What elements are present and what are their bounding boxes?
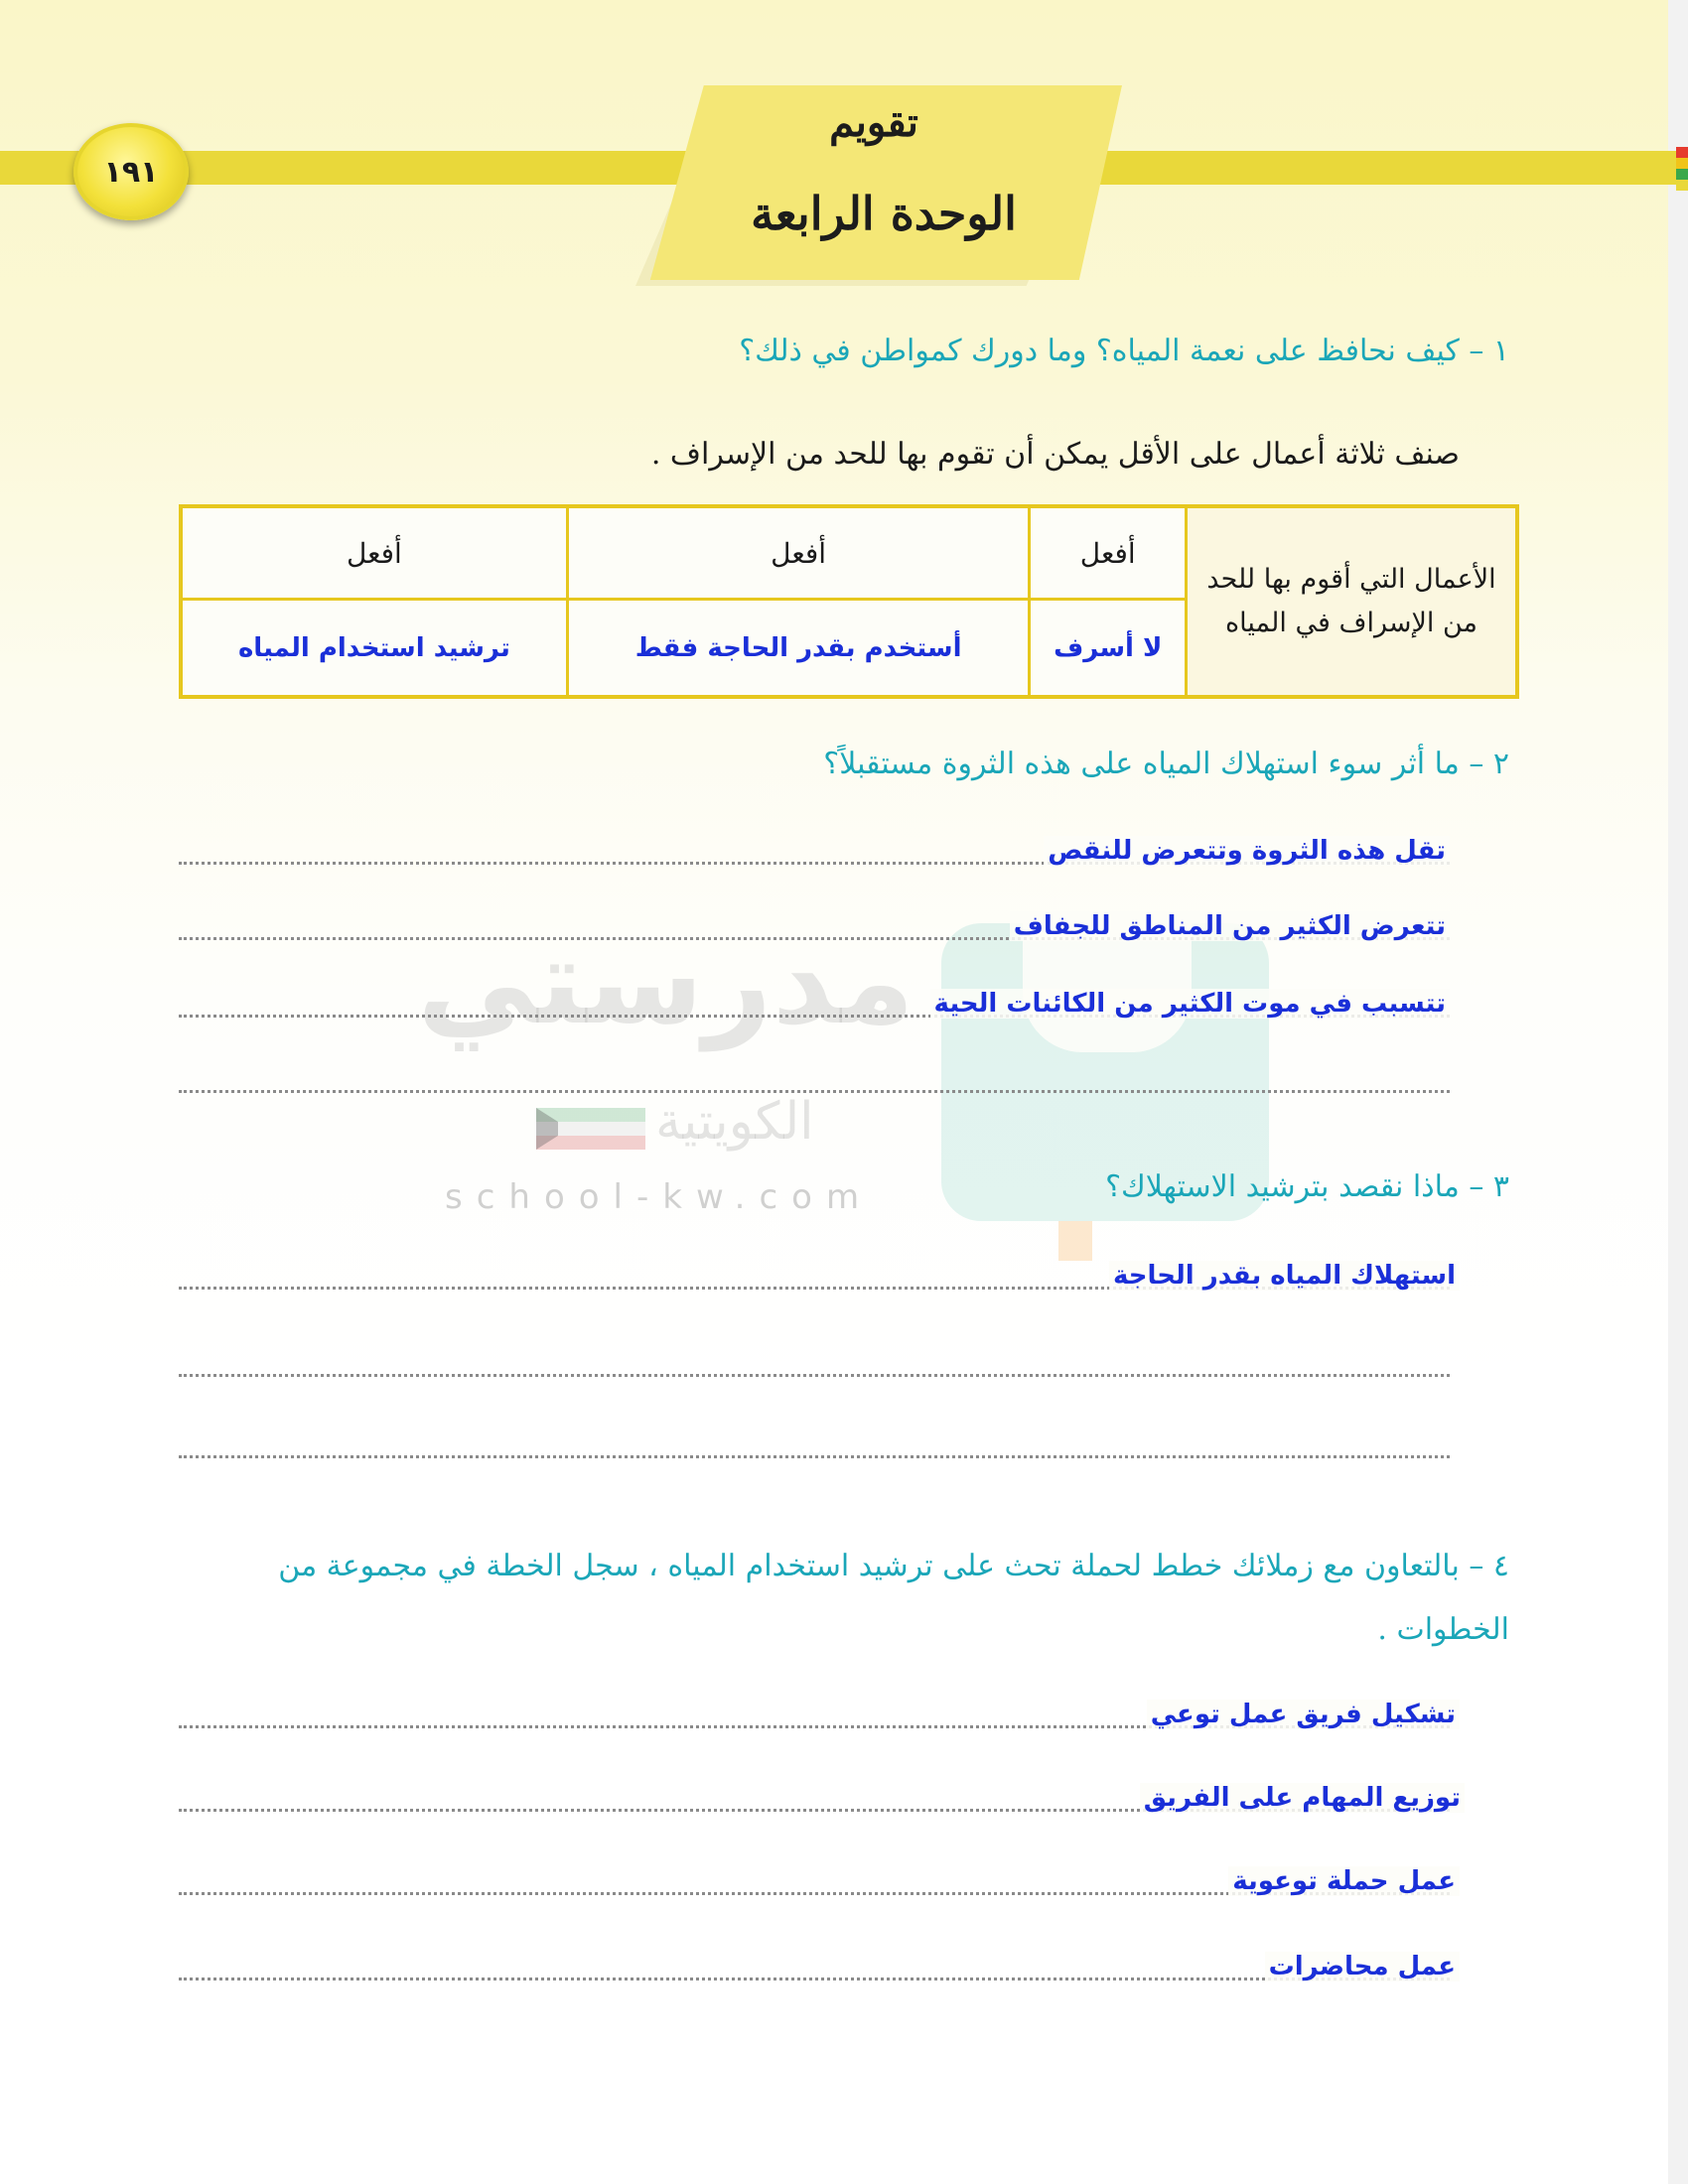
- question-1: ١ – كيف نحافظ على نعمة المياه؟ وما دورك كمواطن في ذلك؟: [739, 334, 1509, 368]
- answer-line[interactable]: [179, 1374, 1450, 1377]
- answer-line[interactable]: [179, 1978, 1450, 1980]
- answer-line[interactable]: [179, 1090, 1450, 1093]
- question-4: ٤ – بالتعاون مع زملائك خطط لحملة تحث على ترشيد استخدام المياه ، سجل الخطة في مجموعة من الخطوات .: [278, 1549, 1509, 1647]
- answer-text: تتعرض الكثير من المناطق للجفاف: [1010, 911, 1450, 941]
- title-unit: الوحدة الرابعة: [751, 187, 1017, 240]
- watermark-url: school-kw.com: [445, 1177, 874, 1217]
- table-header: أفعل: [567, 506, 1030, 600]
- answer-text: تشكيل فريق عمل توعي: [1147, 1700, 1460, 1729]
- watermark-logo-cutout: [1023, 923, 1192, 1052]
- answer-text: توزيع المهام على الفريق: [1140, 1783, 1465, 1813]
- question-1-instruction: صنف ثلاثة أعمال على الأقل يمكن أن تقوم بها للحد من الإسراف .: [650, 437, 1460, 472]
- answer-text: استهلاك المياه بقدر الحاجة: [1109, 1261, 1460, 1291]
- answer-text: عمل حملة توعوية: [1228, 1866, 1460, 1896]
- table-answer[interactable]: ترشيد استخدام المياه: [181, 600, 567, 698]
- watermark-name: مدرستي: [417, 913, 915, 1051]
- question-3: ٣ – ماذا نقصد بترشيد الاستهلاك؟: [1105, 1169, 1509, 1204]
- table-answer[interactable]: لا أسرف: [1030, 600, 1187, 698]
- answer-text: عمل محاضرات: [1265, 1952, 1460, 1981]
- watermark-logo-accent: [1058, 1221, 1092, 1261]
- answer-text: تقل هذه الثروة وتتعرض للنقص: [1044, 836, 1450, 866]
- edge-color-marks: [1676, 147, 1688, 193]
- answer-line[interactable]: [179, 1455, 1450, 1458]
- table-header: أفعل: [181, 506, 567, 600]
- question-2: ٢ – ما أثر سوء استهلاك المياه على هذه الثروة مستقبلاً؟: [823, 747, 1509, 781]
- watermark-subtitle: الكويتية: [655, 1092, 814, 1152]
- page-edge: [1668, 0, 1688, 2184]
- kuwait-flag-icon: [536, 1108, 645, 1150]
- title-evaluation: تقويم: [829, 99, 918, 146]
- actions-table: [179, 504, 1519, 699]
- table-row-label: الأعمال التي أقوم بها للحد من الإسراف في المياه: [1187, 506, 1518, 697]
- table-header: أفعل: [1030, 506, 1187, 600]
- answer-text: تتسبب في موت الكثير من الكائنات الحية: [930, 989, 1450, 1019]
- page-number: ١٩١: [73, 123, 189, 220]
- table-answer[interactable]: أستخدم بقدر الحاجة فقط: [567, 600, 1030, 698]
